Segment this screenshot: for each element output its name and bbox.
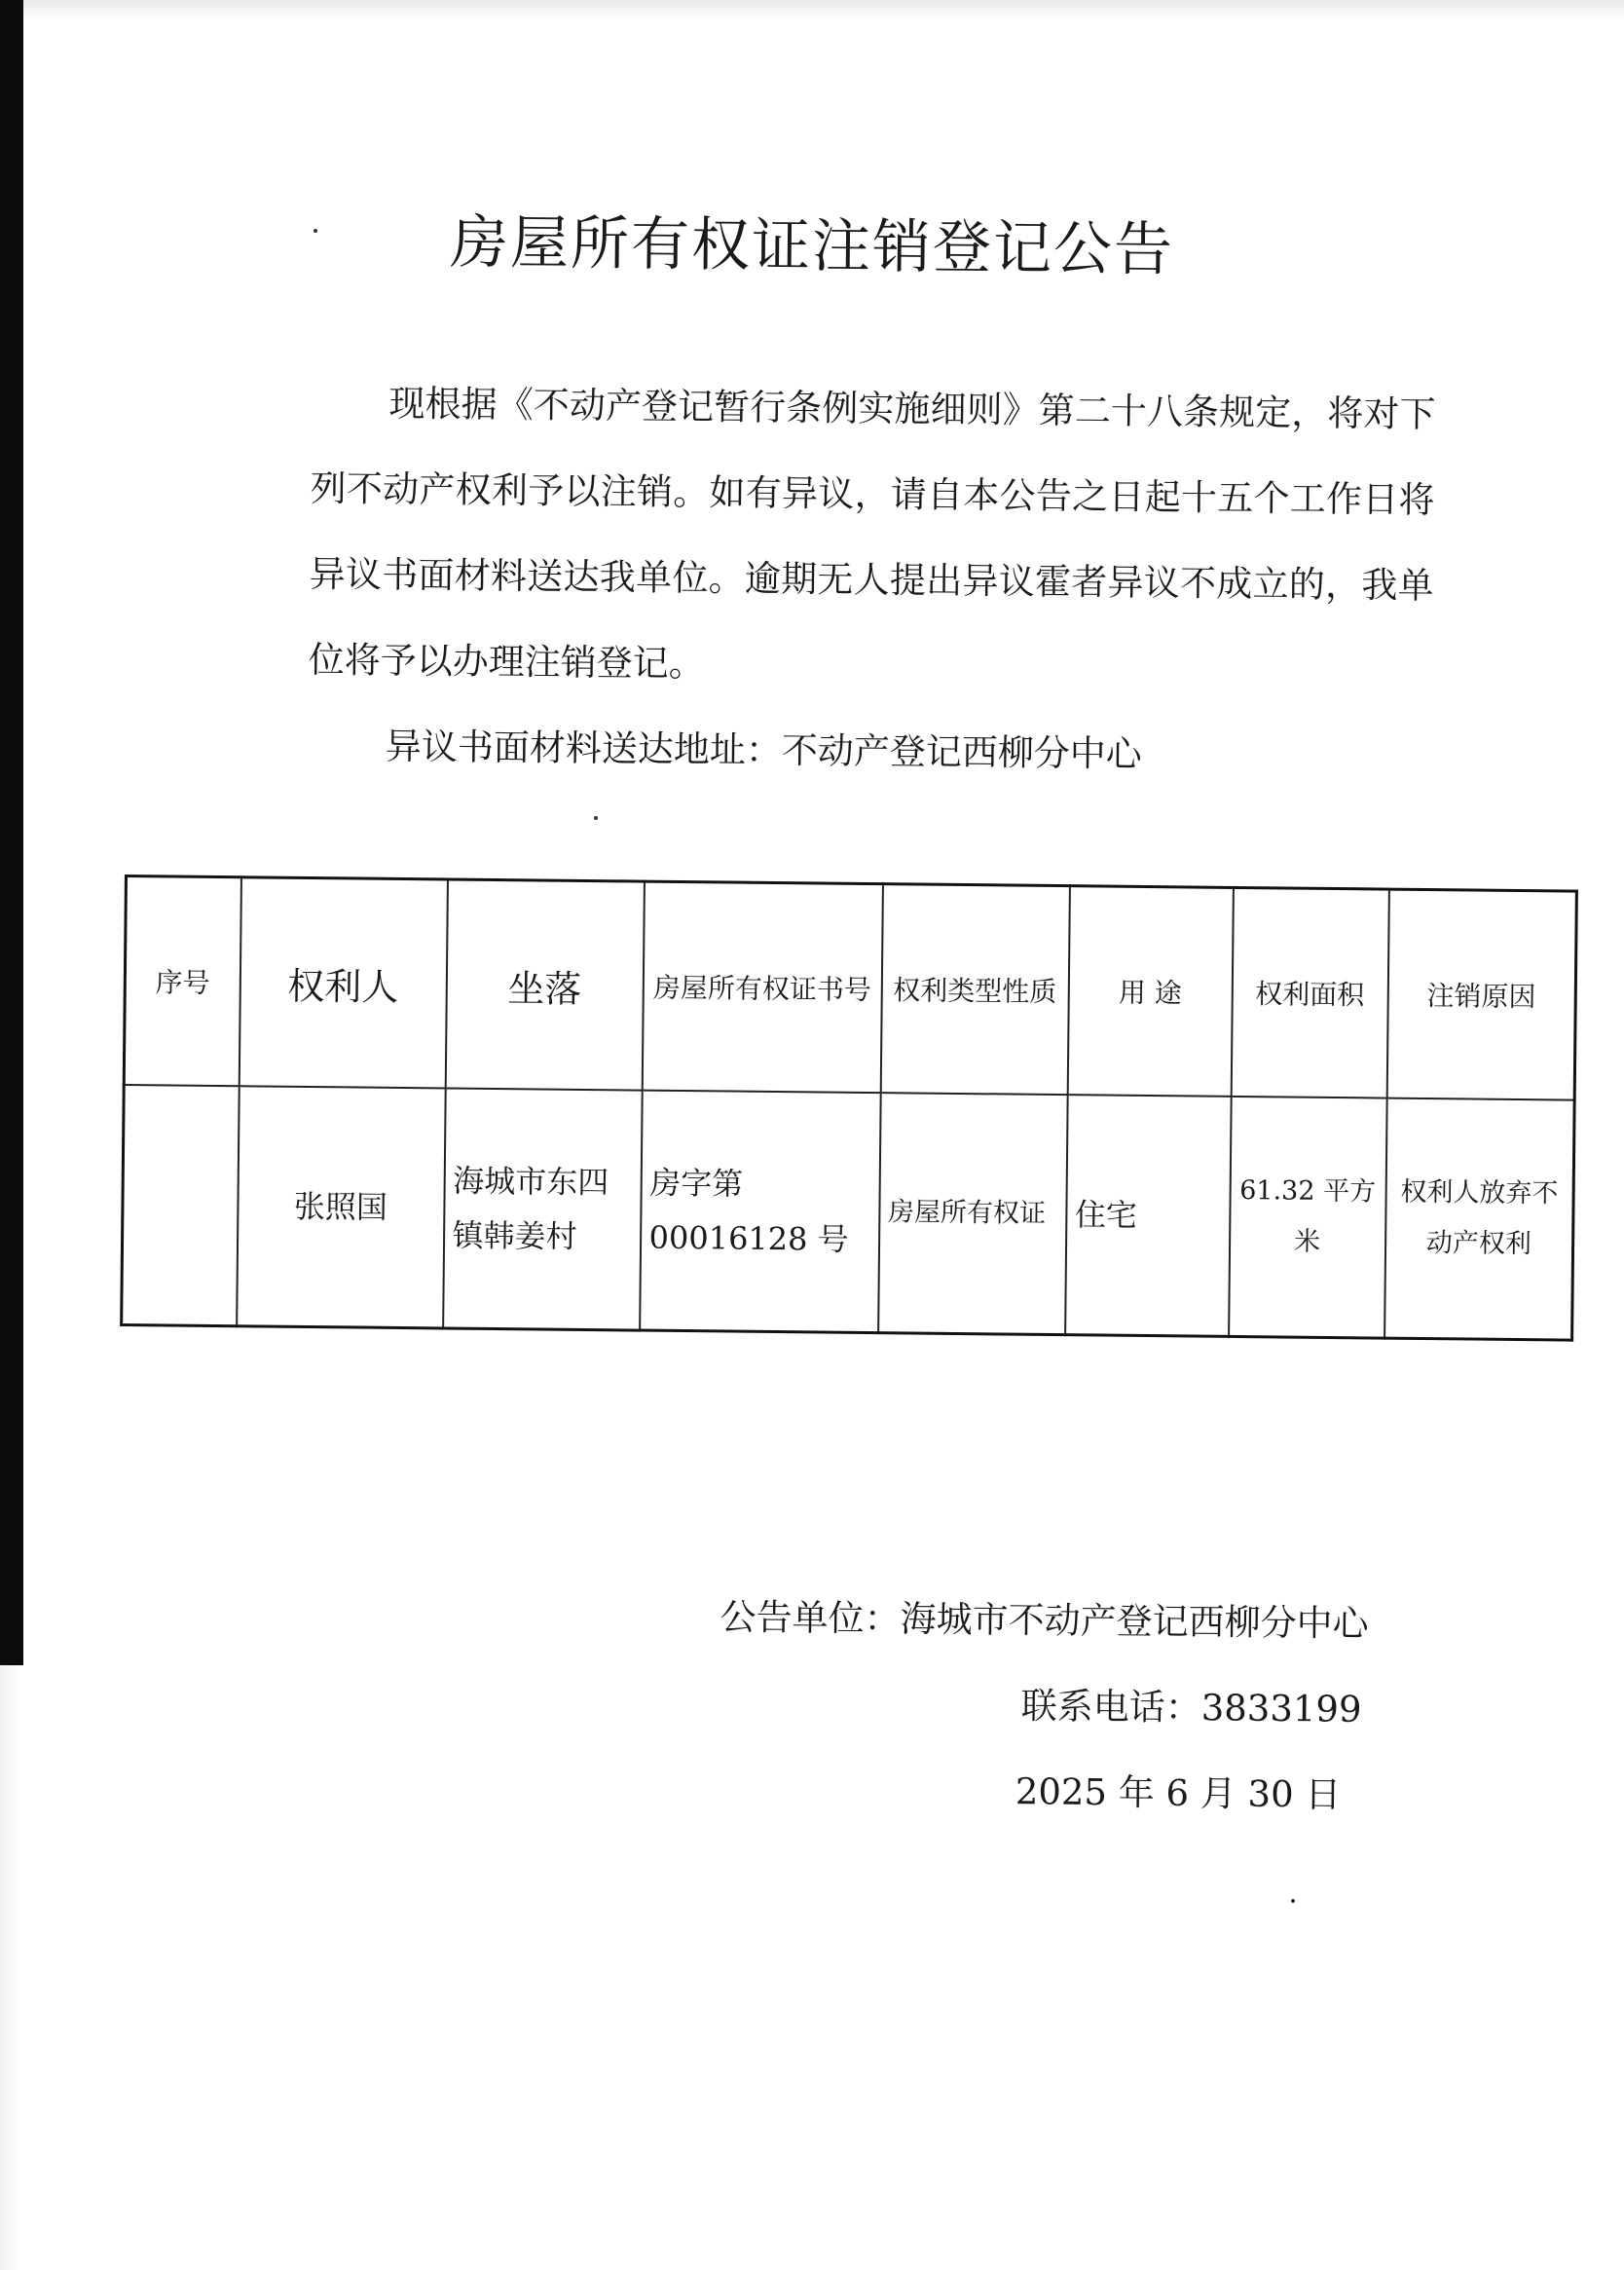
cell-holder: 张照国	[237, 1086, 446, 1328]
table-row	[122, 1085, 1574, 1340]
registration-table-wrapper	[120, 875, 1575, 1342]
cell-reason: 权利人放弃不动产权利	[1384, 1098, 1575, 1341]
phone-line: 联系电话：3833199	[1020, 1685, 1362, 1730]
table-header-row	[124, 876, 1576, 1100]
registration-table	[120, 875, 1578, 1342]
header-location: 坐落	[445, 879, 644, 1091]
header-holder: 权利人	[239, 877, 447, 1089]
scan-edge-top	[0, 0, 1624, 21]
notice-paragraph-1: 现根据《不动产登记暂行条例实施细则》第二十八条规定，将对下列不动产权利予以注销。如有异议，请自本公告之日起十五个工作日将异议书面材料送达我单位。逾期无人提出异议霍者异议不成立的，我单位将予以办理注销登记。	[308, 382, 1436, 686]
page-title: 房屋所有权证注销登记公告	[449, 208, 1175, 284]
notice-footer	[720, 1587, 1499, 1816]
cell-usage: 住宅	[1065, 1095, 1232, 1336]
cell-location: 海城市东四镇韩姜村	[443, 1088, 643, 1330]
cell-cert-no: 房字第 00016128 号	[640, 1091, 881, 1333]
scan-speck	[1291, 1899, 1295, 1903]
scan-edge-left-lower	[0, 1665, 23, 2270]
issuer-line: 公告单位：海城市不动产登记西柳分中心	[720, 1595, 1369, 1645]
notice-paragraph-2: 异议书面材料送达地址：不动产登记西柳分中心	[385, 725, 1143, 775]
cell-right-type: 房屋所有权证	[878, 1093, 1068, 1334]
scan-speck	[594, 816, 598, 820]
header-index: 序号	[124, 876, 240, 1087]
cell-index	[122, 1085, 240, 1326]
cell-area: 61.32 平方米	[1229, 1097, 1387, 1338]
notice-body	[307, 360, 1436, 800]
header-cert-no: 房屋所有权证书号	[642, 881, 882, 1093]
date-line: 2025 年 6 月 30 日	[1015, 1770, 1342, 1816]
header-usage: 用 途	[1067, 886, 1233, 1097]
header-right-type: 权利类型性质	[880, 884, 1069, 1095]
header-reason: 注销原因	[1386, 889, 1576, 1100]
header-area: 权利面积	[1231, 887, 1388, 1098]
